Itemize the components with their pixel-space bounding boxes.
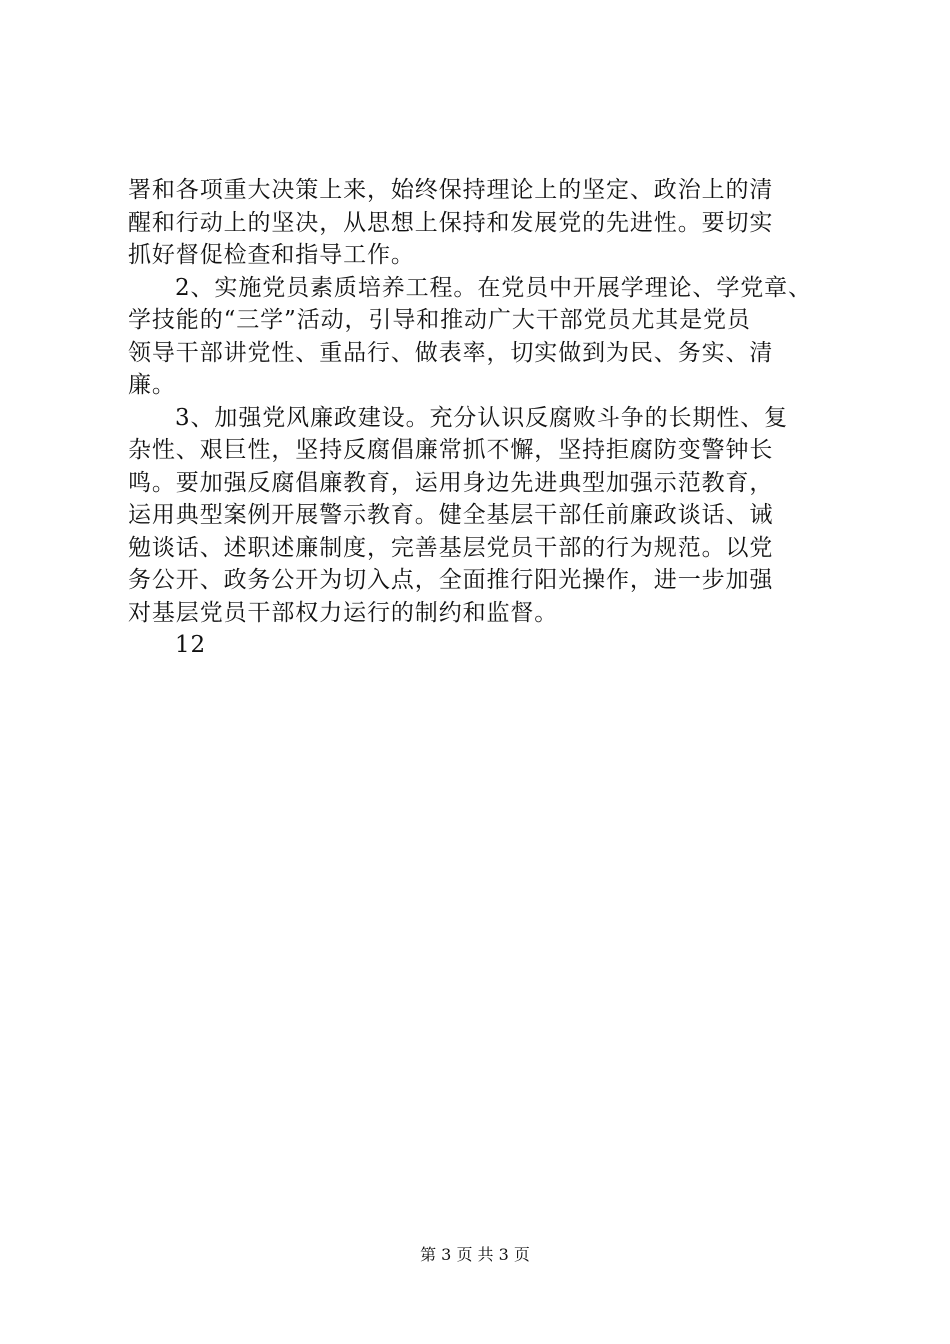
trailing-number: 12 <box>175 632 207 658</box>
text-line: 学技能的“三学”活动，引导和推动广大干部党员尤其是党员 <box>128 307 751 333</box>
paragraph-2-first-line: 2、实施党员素质培养工程。在党员中开展学理论、学党章、 <box>175 274 812 301</box>
paragraph-3-first-line: 3、加强党风廉政建设。充分认识反腐败斗争的长期性、复 <box>175 404 789 431</box>
text-line: 务公开、政务公开为切入点，全面推行阳光操作，进一步加强 <box>128 567 774 593</box>
text-line: 对基层党员干部权力运行的制约和监督。 <box>128 599 559 626</box>
document-body <box>128 174 830 662</box>
text-line: 杂性、艰巨性，坚持反腐倡廉常抓不懈，坚持拒腐防变警钟长 <box>128 437 774 463</box>
text-line: 廉。 <box>128 372 176 398</box>
text-line: 抓好督促检查和指导工作。 <box>128 242 415 268</box>
text-line: 鸣。要加强反腐倡廉教育，运用身边先进典型加强示范教育， <box>128 469 774 496</box>
text-line: 署和各项重大决策上来，始终保持理论上的坚定、政治上的清 <box>128 177 774 203</box>
page-footer: 第 3 页 共 3 页 <box>420 1245 530 1264</box>
text-line: 醒和行动上的坚决，从思想上保持和发展党的先进性。要切实 <box>128 209 774 236</box>
text-line: 运用典型案例开展警示教育。健全基层干部任前廉政谈话、诫 <box>128 502 774 528</box>
text-line: 勉谈话、述职述廉制度，完善基层党员干部的行为规范。以党 <box>128 534 774 561</box>
text-line: 领导干部讲党性、重品行、做表率，切实做到为民、务实、清 <box>128 339 774 366</box>
